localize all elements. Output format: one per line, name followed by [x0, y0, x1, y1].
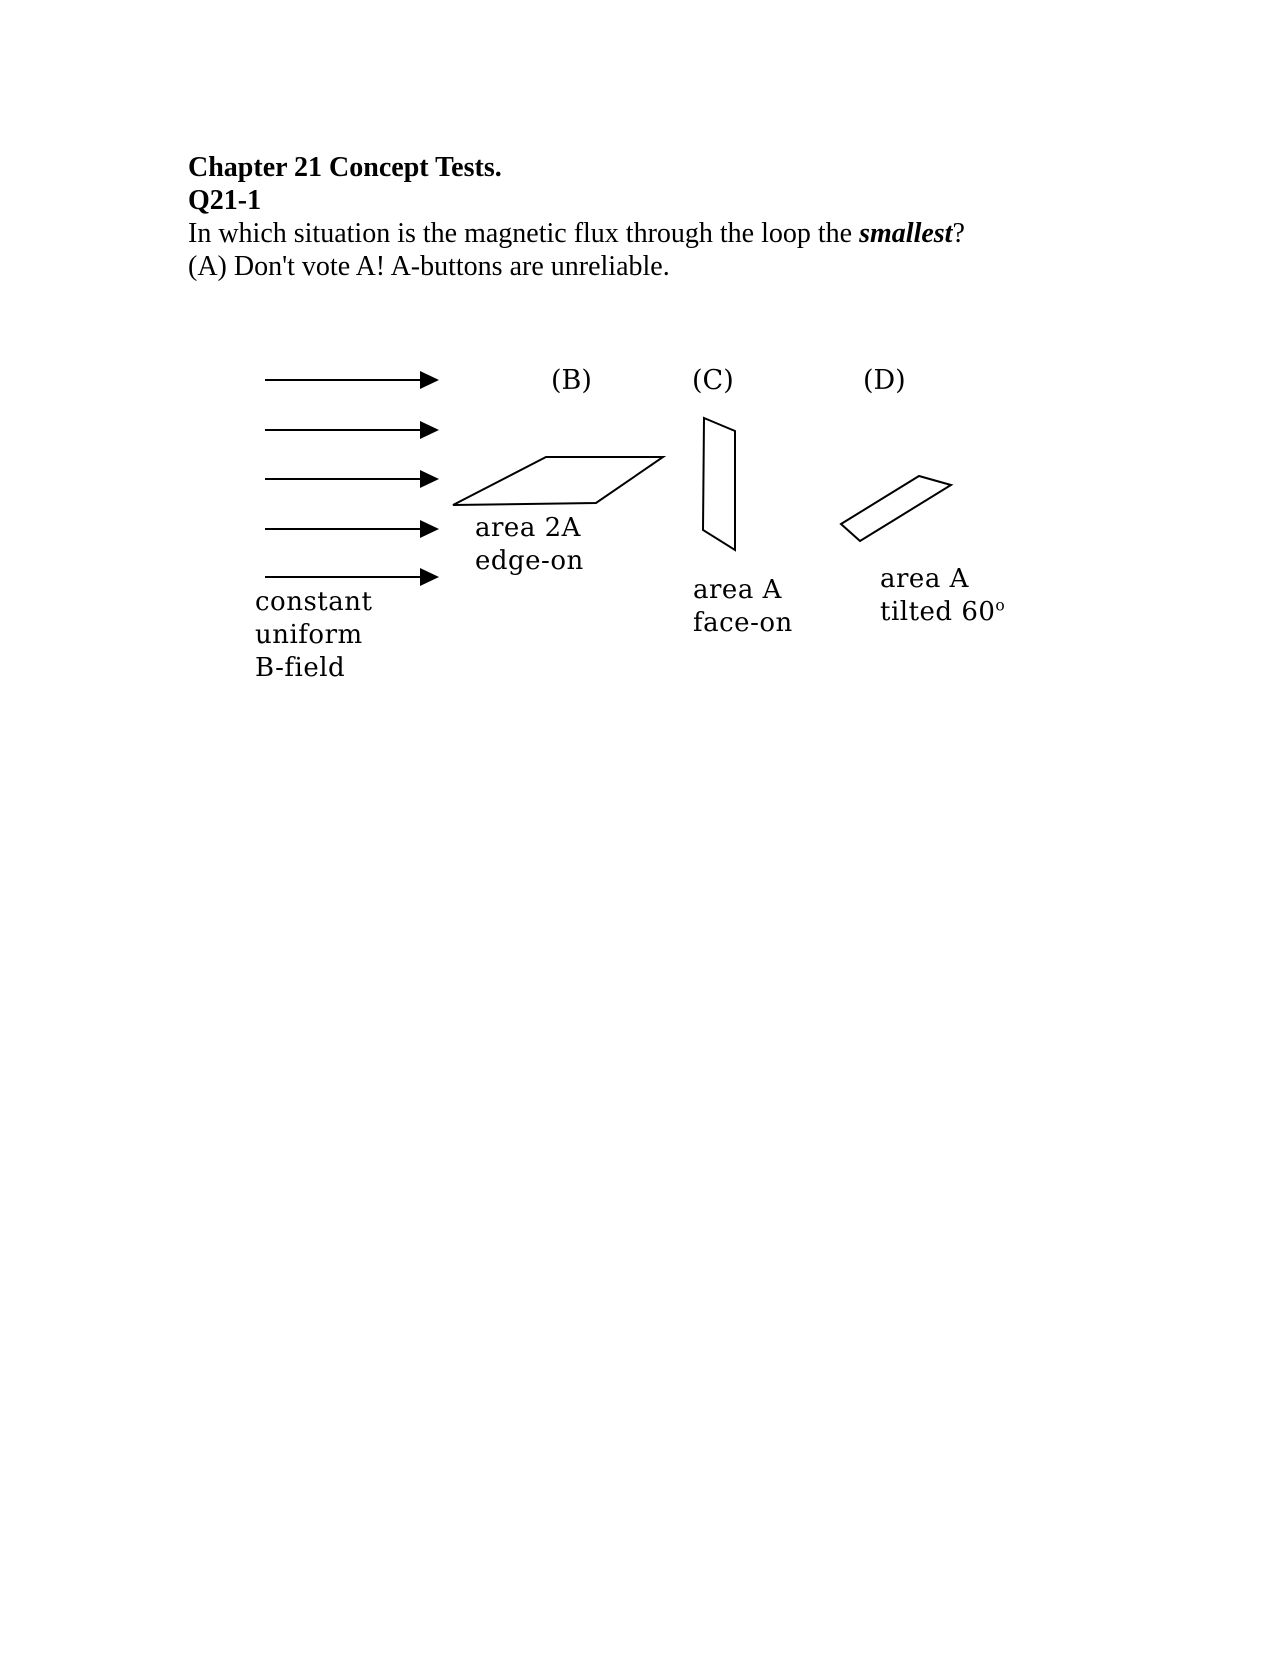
option-a-text: (A) Don't vote A! A-buttons are unreliable. [188, 251, 670, 282]
option-b-caption-line: edge-on [475, 546, 584, 576]
question-id: Q21-1 [188, 185, 262, 216]
option-c-caption-line: face-on [693, 608, 793, 638]
option-b-caption-line: area 2A [475, 513, 581, 543]
loop-c-shape [703, 418, 735, 550]
question-prompt-prefix: In which situation is the magnetic flux through the loop the [188, 218, 860, 249]
question-prompt-emphasis: smallest [859, 218, 953, 249]
field-label-line: uniform [255, 620, 363, 650]
field-arrow [265, 568, 439, 586]
field-arrow [265, 520, 439, 538]
degree-superscript: o [995, 596, 1006, 615]
field-arrow [265, 470, 439, 488]
option-d-caption [880, 563, 1005, 629]
option-c-caption [693, 574, 793, 640]
field-label-line: constant [255, 587, 373, 617]
field-label-line: B-field [255, 653, 346, 683]
chapter-heading: Chapter 21 Concept Tests. [188, 152, 502, 183]
loop-b-shape [453, 457, 663, 505]
b-field-arrows [265, 371, 439, 586]
option-b-caption [475, 512, 584, 578]
option-d-caption-line: area A [880, 564, 969, 594]
option-d-caption-line [880, 596, 1005, 629]
field-arrow [265, 421, 439, 439]
option-c-letter: (C) [692, 365, 734, 396]
option-c-caption-line: area A [693, 575, 782, 605]
option-d-caption-text: tilted 60 [880, 597, 996, 627]
field-label [255, 586, 372, 685]
option-d-letter: (D) [863, 365, 906, 396]
field-arrow [265, 371, 439, 389]
question-prompt-suffix: ? [952, 218, 965, 249]
option-b-letter: (B) [551, 365, 592, 396]
loop-d-shape [841, 476, 951, 541]
